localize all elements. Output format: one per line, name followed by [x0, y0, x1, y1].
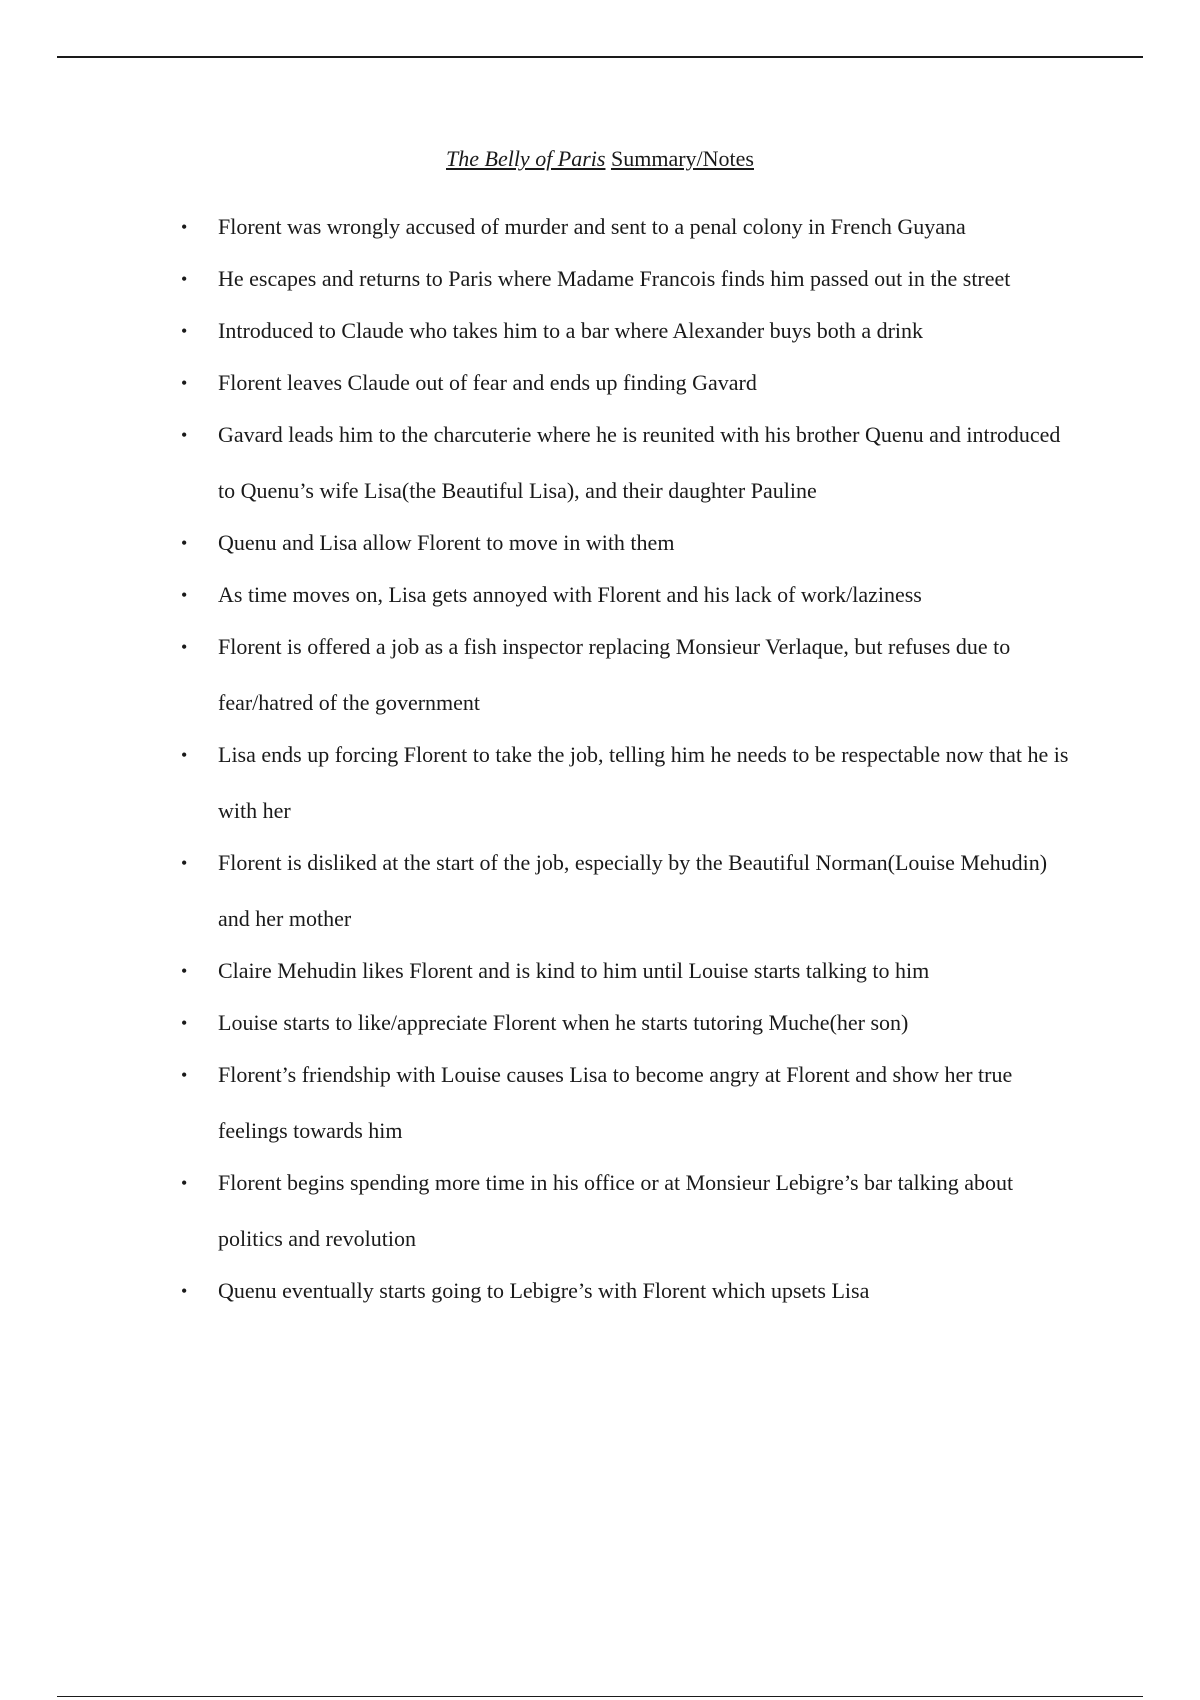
note-text: Florent is offered a job as a fish inspector replacing Monsieur Verlaque, but refuses due to fear/hatred of the government	[218, 634, 1011, 715]
header-rule	[57, 56, 1143, 58]
list-item	[0, 1155, 1073, 1267]
bullet-icon: •	[181, 217, 188, 237]
title-suffix: Summary/Notes	[610, 146, 754, 171]
list-item	[0, 407, 1073, 519]
bullet-icon: •	[181, 269, 188, 289]
note-text: Lisa ends up forcing Florent to take the job, telling him he needs to be respectable now that he is with her	[218, 742, 1069, 823]
bullet-icon: •	[181, 853, 188, 873]
notes-list	[0, 199, 1200, 1319]
list-item	[0, 1047, 1073, 1159]
list-item	[0, 835, 1073, 947]
list-item	[0, 995, 1073, 1051]
bullet-icon: •	[181, 1173, 188, 1193]
note-text: Florent’s friendship with Louise causes Lisa to become angry at Florent and show her true feelings towards him	[218, 1062, 1013, 1143]
bullet-icon: •	[181, 373, 188, 393]
bullet-icon: •	[181, 637, 188, 657]
list-item	[0, 1263, 1073, 1319]
note-text: Florent leaves Claude out of fear and ends up finding Gavard	[218, 370, 757, 395]
bullet-icon: •	[181, 585, 188, 605]
note-text: He escapes and returns to Paris where Madame Francois finds him passed out in the street	[218, 266, 1011, 291]
title-book-name: The Belly of Paris	[446, 146, 606, 171]
list-item	[0, 619, 1073, 731]
bullet-icon: •	[181, 1013, 188, 1033]
note-text: Quenu and Lisa allow Florent to move in with them	[218, 530, 675, 555]
bullet-icon: •	[181, 533, 188, 553]
note-text: Florent begins spending more time in his office or at Monsieur Lebigre’s bar talking about politics and revolution	[218, 1170, 1014, 1251]
note-text: Florent was wrongly accused of murder and sent to a penal colony in French Guyana	[218, 214, 966, 239]
note-text: Quenu eventually starts going to Lebigre’s with Florent which upsets Lisa	[218, 1278, 870, 1303]
bullet-icon: •	[181, 961, 188, 981]
list-item	[0, 515, 1073, 571]
note-text: Introduced to Claude who takes him to a bar where Alexander buys both a drink	[218, 318, 924, 343]
list-item	[0, 199, 1073, 255]
note-text: Florent is disliked at the start of the job, especially by the Beautiful Norman(Louise Mehudin) and her mother	[218, 850, 1048, 931]
note-text: As time moves on, Lisa gets annoyed with Florent and his lack of work/laziness	[218, 582, 922, 607]
note-text: Louise starts to like/appreciate Florent when he starts tutoring Muche(her son)	[218, 1010, 909, 1035]
list-item	[0, 567, 1073, 623]
list-item	[0, 943, 1073, 999]
page-title	[0, 144, 1200, 174]
bullet-icon: •	[181, 321, 188, 341]
bullet-icon: •	[181, 745, 188, 765]
note-text: Gavard leads him to the charcuterie where he is reunited with his brother Quenu and introduced to Quenu’s wife Lisa(the Beautiful Lisa), and their daughter Pauline	[218, 422, 1061, 503]
bullet-icon: •	[181, 425, 188, 445]
list-item	[0, 355, 1073, 411]
list-item	[0, 727, 1073, 839]
footer-rule	[57, 1696, 1143, 1697]
bullet-icon: •	[181, 1065, 188, 1085]
note-text: Claire Mehudin likes Florent and is kind to him until Louise starts talking to him	[218, 958, 930, 983]
bullet-icon: •	[181, 1281, 188, 1301]
list-item	[0, 303, 1073, 359]
list-item	[0, 251, 1073, 307]
